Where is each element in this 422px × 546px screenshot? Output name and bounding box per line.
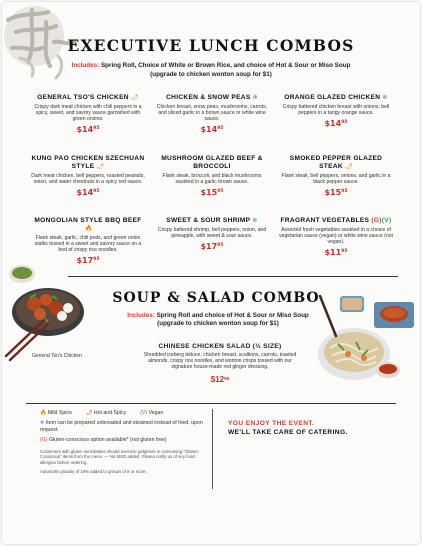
salad-price: $\$12^{95}$	[210, 374, 230, 384]
general-tso-chicken-image	[4, 258, 100, 362]
menu-item-price: $\$15^{95}$	[324, 187, 348, 197]
gluten-mark-icon: (G)	[371, 217, 382, 224]
menu-item-price: $\$14^{95}$	[200, 124, 224, 134]
soup-includes-text: Spring Roll and choice of Hot & Sour or Miso Soup (upgrade to chicken wonton soup for $1)	[156, 312, 309, 328]
menu-item-name: MONGOLIAN STYLE BBQ BEEF🔥	[34, 217, 142, 232]
menu-item-desc: Dark meat chicken, bell peppers, roasted peanuts, onion, and water chestnuts in a spicy red sauce.	[31, 172, 145, 185]
legend-gratuity: Automatic gratuity of 18% added to groups of 8 or more.	[40, 468, 147, 474]
menu-item-price: $\$17^{95}$	[76, 255, 100, 265]
legend-icons-row	[40, 410, 210, 416]
includes-label: Includes:	[71, 62, 100, 69]
catering-callout	[228, 419, 348, 437]
soup-section-title: SOUP & SALAD COMBO	[112, 290, 320, 306]
menu-item	[274, 94, 398, 155]
menu-item	[274, 155, 398, 217]
menu-item-desc: Crispy dark meat chicken with chili peppers in a spicy, sweet, and savory sauce garnished with green onions.	[34, 103, 142, 122]
menu-item-price: $\$14^{95}$	[324, 118, 348, 128]
footer-vertical-divider	[212, 409, 213, 489]
salad-item	[140, 343, 300, 384]
catering-line-2: WE'LL TAKE CARE OF CATERING.	[228, 429, 348, 436]
legend-mild: 🔥 Mild Spice	[40, 410, 72, 416]
menu-item	[26, 94, 150, 155]
combo-items-grid	[26, 94, 398, 275]
legend-gluten-option: (G) Gluten-conscious option available* (not gluten free)	[40, 437, 167, 444]
soup-includes	[122, 312, 314, 329]
hot-icon: 🌶	[85, 410, 93, 416]
menu-item	[150, 94, 274, 155]
menu-item-name: ORANGE GLAZED CHICKEN ❄	[284, 94, 388, 101]
menu-item-price: $\$11^{95}$	[324, 247, 348, 257]
salad-name: CHINESE CHICKEN SALAD (½ SIZE)	[158, 343, 282, 350]
menu-item	[26, 155, 150, 217]
menu-item-desc: Flank steak, bell peppers, onions, and garlic in a black pepper sauce.	[281, 172, 391, 185]
vegan-mark-icon: (V)	[381, 217, 392, 224]
combo-includes	[62, 62, 360, 79]
menu-item-desc: Flank steak, broccoli, and black mushrooms sautéed in a garlic brown sauce.	[162, 172, 262, 185]
menu-item-desc: Crispy battered shrimp, bell peppers, onion, and pineapple, with sweet & sour sauce.	[157, 226, 267, 239]
hot-icon: 🌶	[344, 164, 353, 170]
legend	[40, 410, 210, 474]
legend-vegan: (V) Vegan	[140, 410, 164, 416]
menu-card	[2, 2, 420, 544]
soup-includes-label: Includes:	[127, 312, 155, 319]
legend-disclaimer: Customers with gluten sensitivities should exercise judgment in consuming "Gluten-Conscious" items from the menu. — No MSG added. Please notify us of any food allergies before ordering.	[40, 448, 199, 465]
catering-line-1: YOU ENJOY THE EVENT.	[228, 420, 315, 427]
page-title: EXECUTIVE LUNCH COMBOS	[67, 36, 355, 55]
menu-item-name: KUNG PAO CHICKEN SZECHUAN STYLE 🌶	[31, 155, 145, 170]
hot-icon: 🌶	[130, 95, 139, 101]
menu-item-price: $\$14^{95}$	[76, 187, 100, 197]
image-caption: General Tso's Chicken	[32, 353, 82, 359]
menu-item-name: SWEET & SOUR SHRIMP ❄	[166, 217, 258, 224]
menu-item	[150, 217, 274, 275]
menu-item-price: $\$14^{95}$	[76, 124, 100, 134]
includes-text: Spring Roll, Choice of White or Brown Rice, and choice of Hot & Sour or Miso Soup (upgrade to chicken wonton soup for $1)	[100, 62, 351, 78]
menu-item-name: CHICKEN & SNOW PEAS ❄	[166, 94, 258, 101]
section-divider	[68, 276, 398, 277]
menu-item-name: FRAGRANT VEGETABLES (G)(V)	[280, 217, 392, 224]
soup-salad-image	[314, 292, 418, 392]
mild-icon: 🔥	[40, 410, 47, 416]
salad-desc: Shredded iceberg lettuce, chicken breast, scallions, carrots, toasted almonds, crispy rice noodles, and wonton crisps tossed with our signature house-made red ginger dressing.	[143, 352, 297, 371]
menu-item-price: $\$17^{95}$	[200, 241, 224, 251]
menu-item-name: SMOKED PEPPER GLAZED STEAK 🌶	[289, 155, 383, 170]
gluten-icon: ❄	[40, 420, 45, 426]
menu-item-desc: Flank steak, garlic, chili pods, and green onion stalks tossed in a sweet and savory sauce on a bed of crispy rice noodles.	[34, 234, 142, 253]
menu-item-desc: Crispy battered chicken breast with onions, bell peppers in a tangy orange sauce.	[282, 103, 390, 116]
menu-item-price: $\$15^{95}$	[200, 187, 224, 197]
gluten-icon: ❄	[382, 95, 388, 101]
menu-item	[150, 155, 274, 217]
menu-item-desc: Assorted fresh vegetables sautéed in a choice of vegetarian sauce (vegan) or white wine sauce (not vegan).	[279, 226, 393, 245]
menu-item-name: GENERAL TSO'S CHICKEN 🌶	[37, 94, 139, 101]
gluten-icon: ❄	[252, 218, 258, 224]
menu-item-desc: Chicken breast, snow peas, mushrooms, carrots, and sliced garlic in a brown sauce or white wine sauce.	[156, 103, 268, 122]
menu-item-name: MUSHROOM GLAZED BEEF & BROCCOLI	[161, 155, 263, 170]
gluten-icon: ❄	[252, 95, 258, 101]
footer-divider	[26, 403, 396, 404]
hot-icon: 🌶	[96, 164, 105, 170]
mild-icon: 🔥	[85, 226, 93, 232]
legend-gluten-note: ❄ Item can be prepared unbreaded and steamed instead of fried, upon request.	[40, 420, 203, 433]
menu-item	[274, 217, 398, 275]
legend-hot: 🌶 Hot and Spicy	[85, 410, 127, 416]
